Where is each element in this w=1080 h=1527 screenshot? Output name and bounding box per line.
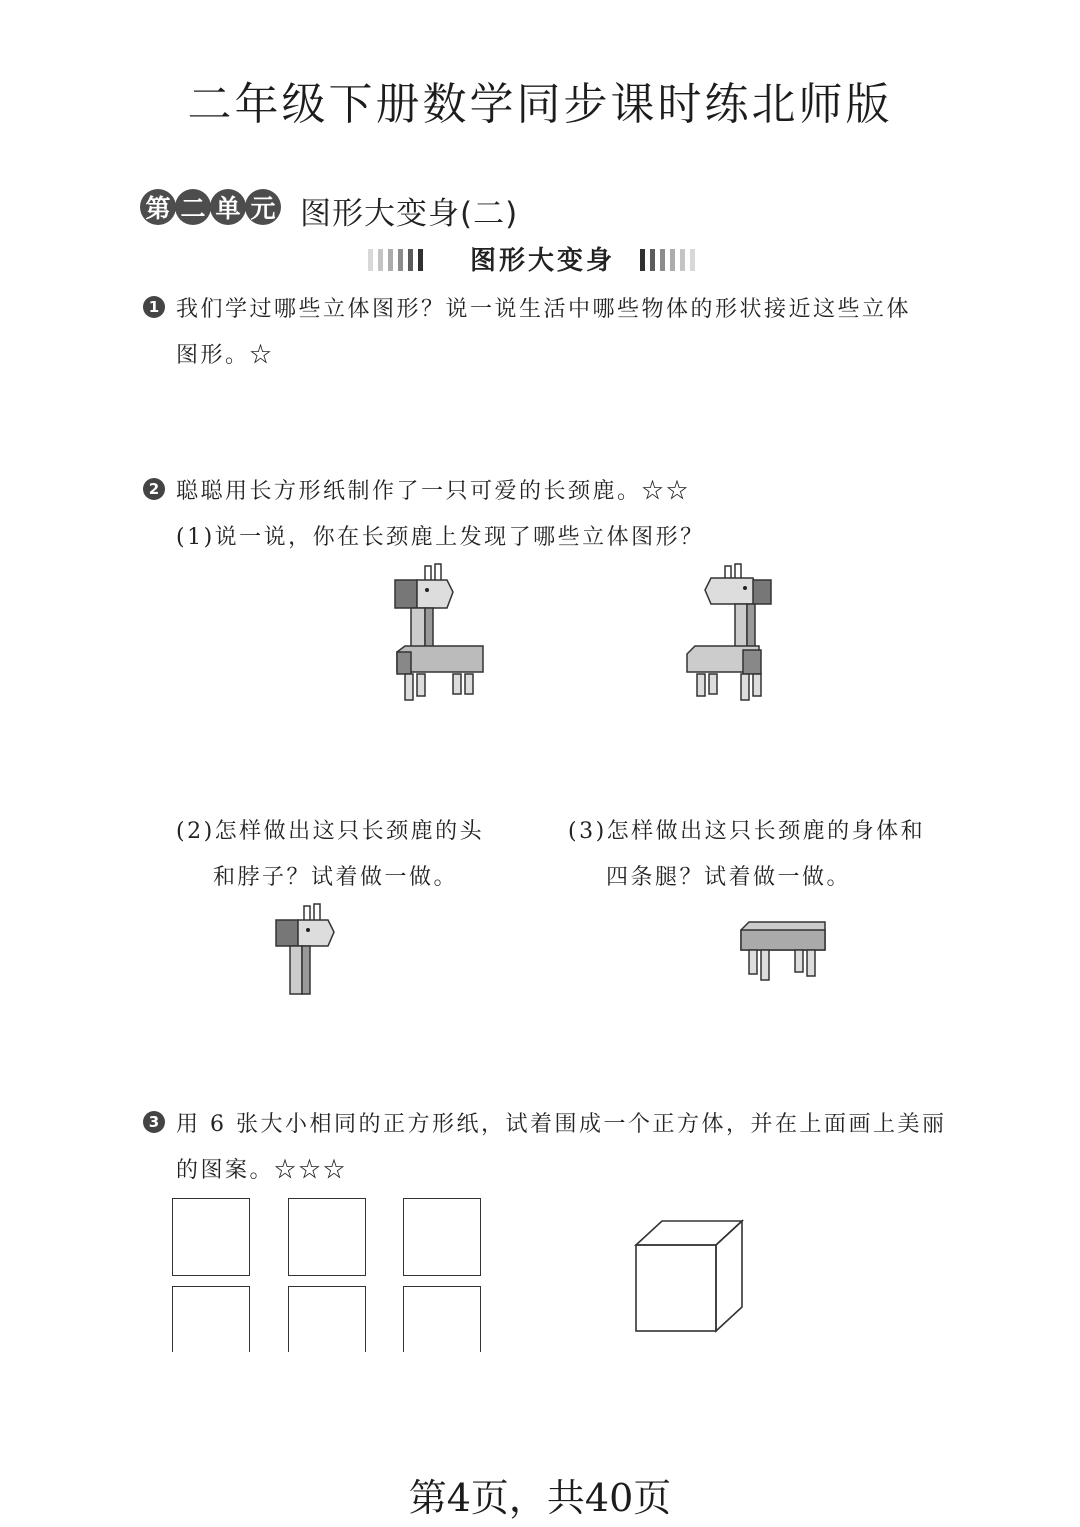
question-number: 2 (143, 478, 165, 500)
question-3-line-2: 的图案。☆☆☆ (176, 1158, 348, 1183)
question-number: 3 (143, 1111, 165, 1133)
cube-outline-icon (630, 1215, 750, 1340)
square-paper (288, 1198, 366, 1276)
square-paper (288, 1286, 366, 1352)
unit-badge-char: 单 (210, 189, 246, 225)
unit-badge-char: 第 (140, 189, 176, 225)
square-paper-grid (172, 1196, 492, 1352)
question-2-sub-1: (1)说一说，你在长颈鹿上发现了哪些立体图形？ (176, 525, 705, 550)
question-3-line-1: 用 6 张大小相同的正方形纸，试着围成一个正方体，并在上面画上美丽 (176, 1112, 947, 1137)
giraffe-head-neck-figure (270, 900, 340, 1000)
document-title: 二年级下册数学同步课时练北师版 (187, 79, 893, 130)
section-right-bars (640, 249, 695, 271)
question-1-line-1: 我们学过哪些立体图形？说一说生活中哪些物体的形状接近这些立体 (176, 297, 912, 322)
square-paper (172, 1198, 250, 1276)
unit-badge-char: 二 (175, 189, 211, 225)
question-2-sub-2-line-1: (2)怎样做出这只长颈鹿的头 (176, 819, 485, 844)
unit-badge-char: 元 (245, 189, 281, 225)
question-2-sub-2-line-2: 和脖子？试着做一做。 (213, 865, 459, 890)
question-2-sub-3-line-2: 四条腿？试着做一做。 (606, 865, 852, 890)
square-paper (403, 1198, 481, 1276)
giraffe-body-legs-figure (735, 918, 830, 988)
section-left-bars (368, 249, 423, 271)
page-footer: 第4页，共40页 (408, 1476, 672, 1520)
section-title: 图形大变身 (470, 246, 616, 276)
square-paper (403, 1286, 481, 1352)
giraffe-figure-right (683, 560, 778, 705)
unit-badge (140, 189, 280, 229)
question-2-sub-3-line-1: (3)怎样做出这只长颈鹿的身体和 (568, 819, 926, 844)
question-1-line-2: 图形。☆ (176, 343, 275, 368)
question-2-intro: 聪聪用长方形纸制作了一只可爱的长颈鹿。☆☆ (176, 479, 691, 504)
square-paper (172, 1286, 250, 1352)
unit-title: 图形大变身(二) (300, 196, 519, 232)
giraffe-figure-left (385, 560, 490, 705)
question-number: 1 (143, 296, 165, 318)
